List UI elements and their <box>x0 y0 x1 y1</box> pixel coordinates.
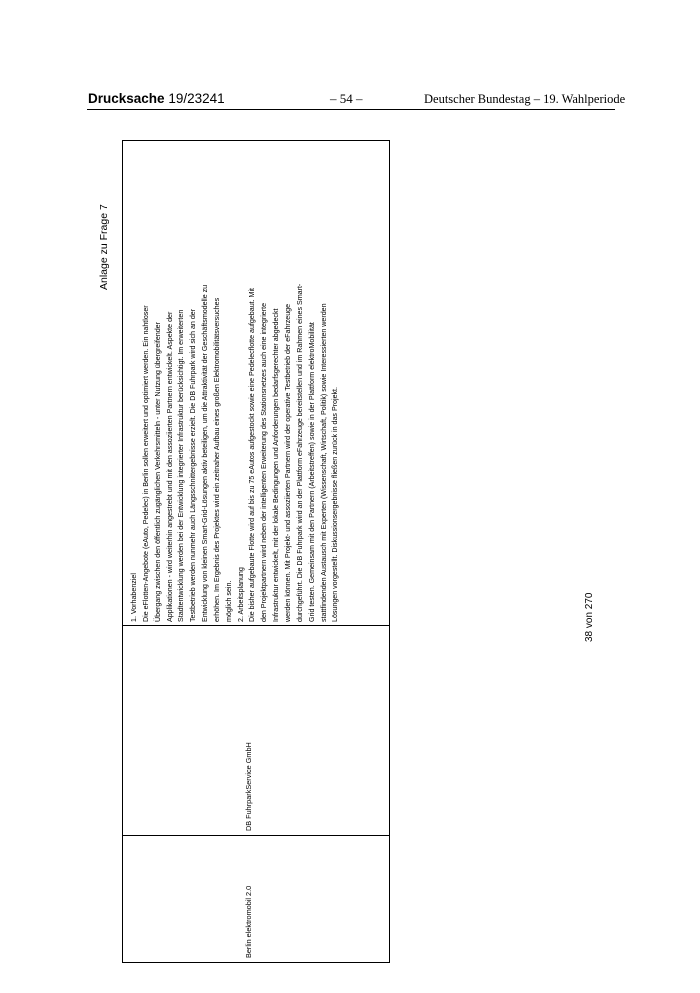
page-number: – 54 – <box>330 91 363 106</box>
description-line: Entwicklung von kleinen Smart-Grid-Lösungen aktiv beteiligen, um die Attraktivität der Geschäftsmodelle zu <box>201 284 210 622</box>
project-table <box>122 140 390 963</box>
partner-cell: DB FuhrparkService GmbH <box>244 742 253 831</box>
rotated-sheet <box>98 140 620 958</box>
description-line: Übergang zwischen den öffentlich zugänglichen Verkehrsmitteln - unter Nutzung übergreifender <box>153 322 162 622</box>
description-line: erhöhen. Im Ergebnis des Projektes wird ein zeitnaher Aufbau eines großen Elektromobilitätsversuches <box>212 297 221 622</box>
column-divider-2 <box>123 625 389 626</box>
description-line: Lösungen vorgestellt. Diskussionsergebnisse fließen zurück in das Projekt. <box>331 386 340 622</box>
document-label-word: Drucksache <box>88 91 165 106</box>
description-cell <box>129 144 342 622</box>
description-line: stattfindenden Austausch mit Experten (Wissenschaft, Wirtschaft, Politik) sowie Interessierten werden <box>319 303 328 622</box>
document-label <box>88 91 225 106</box>
description-line: Die bisher aufgebaute Flotte wird auf bis zu 75 eAutos aufgestockt sowie eine Pedelecflotte aufgebaut. Mit <box>248 287 257 622</box>
project-name-cell: Berlin elektromobil 2.0 <box>244 885 253 958</box>
description-line: Applikationen - wird weiterhin angestrebt und mit den assoziierten Partnern entwickelt. Aspekte der <box>165 311 174 622</box>
column-divider-1 <box>123 835 389 836</box>
description-line: den Projektpartnern wird neben der intelligenten Erweiterung des Stationsnetzes auch eine integrierte <box>260 302 269 622</box>
description-line: durchgeführt. Die DB Fuhrpark wird an der Plattform eFahrzeuge bereitstellen und im Rahmen eines Smart- <box>295 283 304 622</box>
description-line: 1. Vorhabenziel <box>130 573 138 622</box>
description-line: 2. Arbeitsplanung <box>236 567 245 622</box>
description-line: Infrastruktur entwickelt, mit der lokale Bedingungen und Anforderungen bedarfsgerechter abgedeckt <box>272 308 281 622</box>
description-line: möglich sein. <box>224 580 233 622</box>
description-line: Grid testen. Gemeinsam mit den Partnern (Arbeitstreffen) sowie in der Plattform elektroMobilität <box>307 322 316 622</box>
description-line: werden können. Mit Projekt- und assoziierten Partnern wird der operative Testbetrieb der eFahrzeuge <box>283 303 292 622</box>
parliament-period: Deutscher Bundestag – 19. Wahlperiode <box>424 92 626 106</box>
annex-label: Anlage zu Frage 7 <box>98 204 110 290</box>
page-counter: 38 von 270 <box>584 592 595 642</box>
description-line: Die eFlotten-Angebote (eAuto, Pedelec) in Berlin sollen erweitert und optimiert werden. Ein nahtloser <box>141 305 150 622</box>
description-line: Testbetrieb werden nunmehr auch Längsschnittergebnisse erzielt. Die DB Fuhrpark wird sich an der <box>189 308 198 622</box>
header-rule <box>87 109 615 110</box>
description-line: Stadtentwicklung werden bei der Entwicklung integrierter Infrastruktur berücksichtigt. Im erweiterten <box>177 309 186 622</box>
document-number: 19/23241 <box>168 91 225 106</box>
